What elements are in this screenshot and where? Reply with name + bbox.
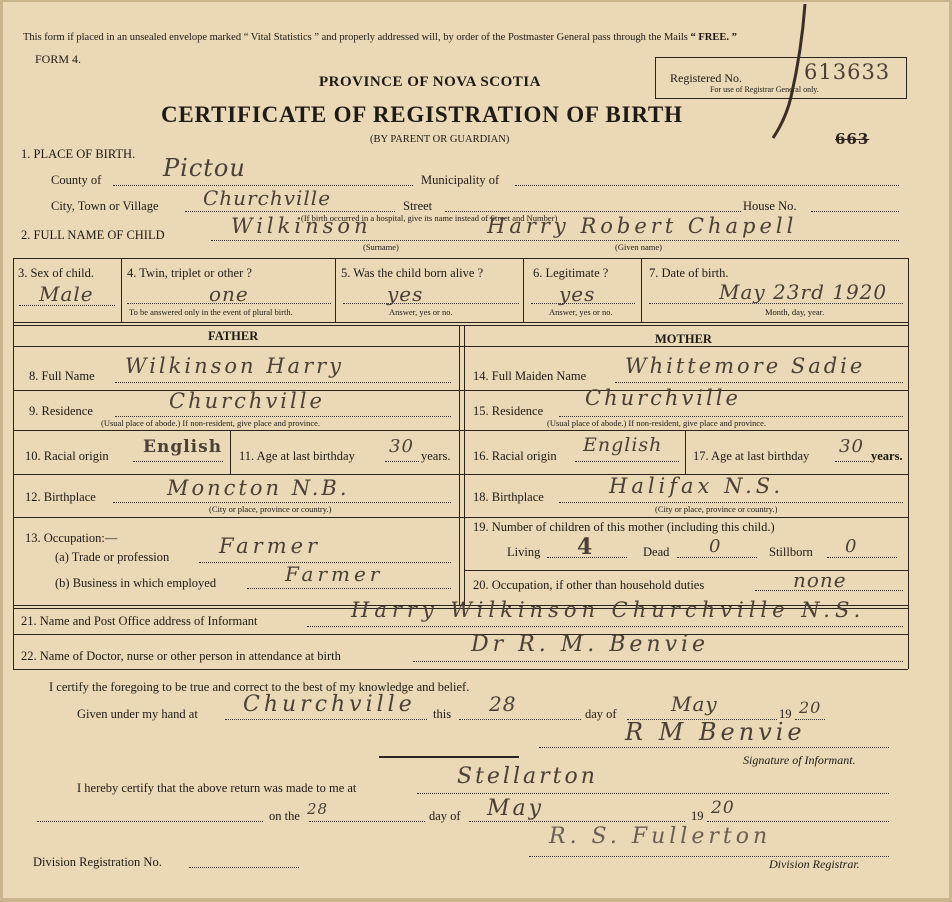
informant-value: Harry Wilkinson Churchville N.S. [351, 598, 866, 622]
registered-number: 613633 [804, 60, 891, 84]
mother-age-value: 30 [839, 436, 864, 457]
form-number: FORM 4. [35, 52, 82, 66]
stillborn-label: Stillborn [769, 545, 813, 559]
doctor-label: 22. Name of Doctor, nurse or other person in attendance at birth [21, 649, 341, 663]
surname-note: (Surname) [363, 242, 399, 252]
hospital-note: (If birth occurred in a hospital, give its name instead of Street and Number) [301, 213, 558, 223]
child-surname: Wilkinson [231, 214, 372, 238]
registered-label: Registered No. [670, 71, 742, 85]
sex-label: 3. Sex of child. [18, 266, 95, 280]
doctor-value: Dr R. M. Benvie [471, 632, 710, 657]
given-day-value: 28 [489, 692, 517, 716]
mother-occupation-label: 20. Occupation, if other than household duties [473, 578, 705, 592]
return-year-suffix: 20 [711, 798, 735, 818]
father-occupation-label: 13. Occupation:— [25, 531, 118, 545]
mother-residence-label: 15. Residence [473, 404, 544, 418]
city-label: City, Town or Village [51, 199, 159, 213]
mother-name-value: Whittemore Sadie [625, 354, 866, 378]
born-alive-note: Answer, yes or no. [389, 307, 453, 317]
informant-signature-label: Signature of Informant. [743, 753, 856, 767]
pen-stroke-mark [763, 2, 813, 142]
house-number-label: House No. [743, 199, 797, 213]
given-month-value: May [671, 692, 718, 716]
division-registration-label: Division Registration No. [33, 855, 162, 869]
born-alive-label: 5. Was the child born alive ? [341, 266, 484, 280]
mother-birthplace-note: (City or place, province or country.) [655, 504, 778, 514]
dob-value: May 23rd 1920 [719, 280, 888, 304]
living-label: Living [507, 545, 541, 559]
county-label: County of [51, 173, 102, 187]
dead-value: 0 [709, 536, 722, 557]
this-label: this [433, 707, 452, 721]
free-label: “ FREE. ” [690, 32, 737, 43]
twin-note: To be answered only in the event of plural birth. [129, 307, 293, 317]
born-alive-value: yes [387, 282, 424, 306]
living-value: 4 [577, 534, 594, 560]
dob-label: 7. Date of birth. [649, 266, 729, 280]
given-name-note: (Given name) [615, 242, 662, 252]
sex-value: Male [39, 282, 94, 306]
father-years-label: years. [421, 449, 451, 463]
business-label: (b) Business in which employed [55, 576, 217, 590]
certificate-subtitle: (BY PARENT OR GUARDIAN) [370, 134, 510, 145]
given-year-prefix: 19 [779, 707, 792, 721]
birth-certificate [3, 2, 949, 898]
county-value: Pictou [163, 154, 246, 182]
return-day-of-label: day of [429, 809, 461, 823]
given-under-hand-label: Given under my hand at [77, 707, 198, 721]
division-registrar-label: Division Registrar. [769, 857, 860, 871]
given-day-of-label: day of [585, 707, 617, 721]
mother-racial-value: English [583, 434, 663, 456]
city-value: Churchville [203, 186, 332, 210]
mother-name-label: 14. Full Maiden Name [473, 369, 587, 383]
municipality-label: Municipality of [421, 173, 500, 187]
father-name-label: 8. Full Name [29, 369, 95, 383]
postal-notice: This form if placed in an unsealed envelope marked “ Vital Statistics ” and properly addressed will, by order of the Postmaster General pass through the Mails “ FREE. ” [23, 32, 737, 43]
mother-residence-value: Churchville [585, 386, 741, 410]
place-of-birth-label: 1. PLACE OF BIRTH. [21, 147, 136, 161]
legitimate-label: 6. Legitimate ? [533, 266, 609, 280]
legitimate-note: Answer, yes or no. [549, 307, 613, 317]
mother-occupation-value: none [793, 568, 847, 592]
mother-birthplace-value: Halifax N.S. [609, 474, 785, 498]
trade-value: Farmer [219, 534, 322, 558]
mother-years-label: years. [871, 449, 903, 463]
father-abode-note: (Usual place of abode.) If non-resident, give place and province. [101, 418, 321, 428]
province-heading: PROVINCE OF NOVA SCOTIA [319, 74, 541, 90]
certify-statement: I certify the foregoing to be true and correct to the best of my knowledge and belief. [49, 680, 470, 694]
father-age-label: 11. Age at last birthday [239, 449, 355, 463]
on-the-label: on the [269, 809, 300, 823]
father-residence-label: 9. Residence [29, 404, 93, 418]
return-place-value: Stellarton [457, 764, 598, 789]
father-birthplace-value: Moncton N.B. [167, 476, 350, 500]
return-statement: I hereby certify that the above return was made to me at [77, 781, 357, 795]
trade-label: (a) Trade or profession [55, 550, 170, 564]
twin-value: one [209, 282, 249, 306]
father-racial-value: English [143, 437, 223, 457]
legitimate-value: yes [559, 282, 596, 306]
twin-label: 4. Twin, triplet or other ? [127, 266, 252, 280]
return-day-value: 28 [307, 800, 329, 818]
mother-abode-note: (Usual place of abode.) If non-resident, give place and province. [547, 418, 767, 428]
father-residence-value: Churchville [169, 389, 325, 413]
father-age-value: 30 [389, 436, 414, 457]
father-birthplace-label: 12. Birthplace [25, 490, 96, 504]
father-racial-label: 10. Racial origin [25, 449, 109, 463]
mother-age-label: 17. Age at last birthday [693, 449, 810, 463]
given-year-suffix: 20 [799, 698, 822, 717]
children-count-label: 19. Number of children of this mother (including this child.) [473, 520, 775, 534]
informant-label: 21. Name and Post Office address of Informant [21, 614, 258, 628]
street-label: Street [403, 199, 433, 213]
stillborn-value: 0 [845, 536, 858, 557]
business-value: Farmer [285, 562, 384, 586]
return-year-prefix: 19 [691, 809, 704, 823]
informant-signature: R M Benvie [625, 718, 806, 746]
mother-heading: MOTHER [655, 332, 712, 346]
certificate-title: CERTIFICATE OF REGISTRATION OF BIRTH [161, 102, 683, 127]
registered-note: For use of Registrar General only. [710, 85, 819, 94]
dob-note: Month, day, year. [765, 307, 825, 317]
struck-number: 663 [835, 130, 870, 148]
father-birthplace-note: (City or place, province or country.) [209, 504, 332, 514]
mother-birthplace-label: 18. Birthplace [473, 490, 544, 504]
father-heading: FATHER [208, 329, 259, 343]
mother-racial-label: 16. Racial origin [473, 449, 557, 463]
return-month-value: May [487, 796, 545, 821]
father-name-value: Wilkinson Harry [125, 354, 345, 378]
registrar-signature: R. S. Fullerton [549, 824, 772, 849]
given-place-value: Churchville [243, 692, 416, 717]
child-name-label: 2. FULL NAME OF CHILD [21, 228, 165, 242]
child-given-name: Harry Robert Chapell [487, 214, 798, 238]
dead-label: Dead [643, 545, 670, 559]
